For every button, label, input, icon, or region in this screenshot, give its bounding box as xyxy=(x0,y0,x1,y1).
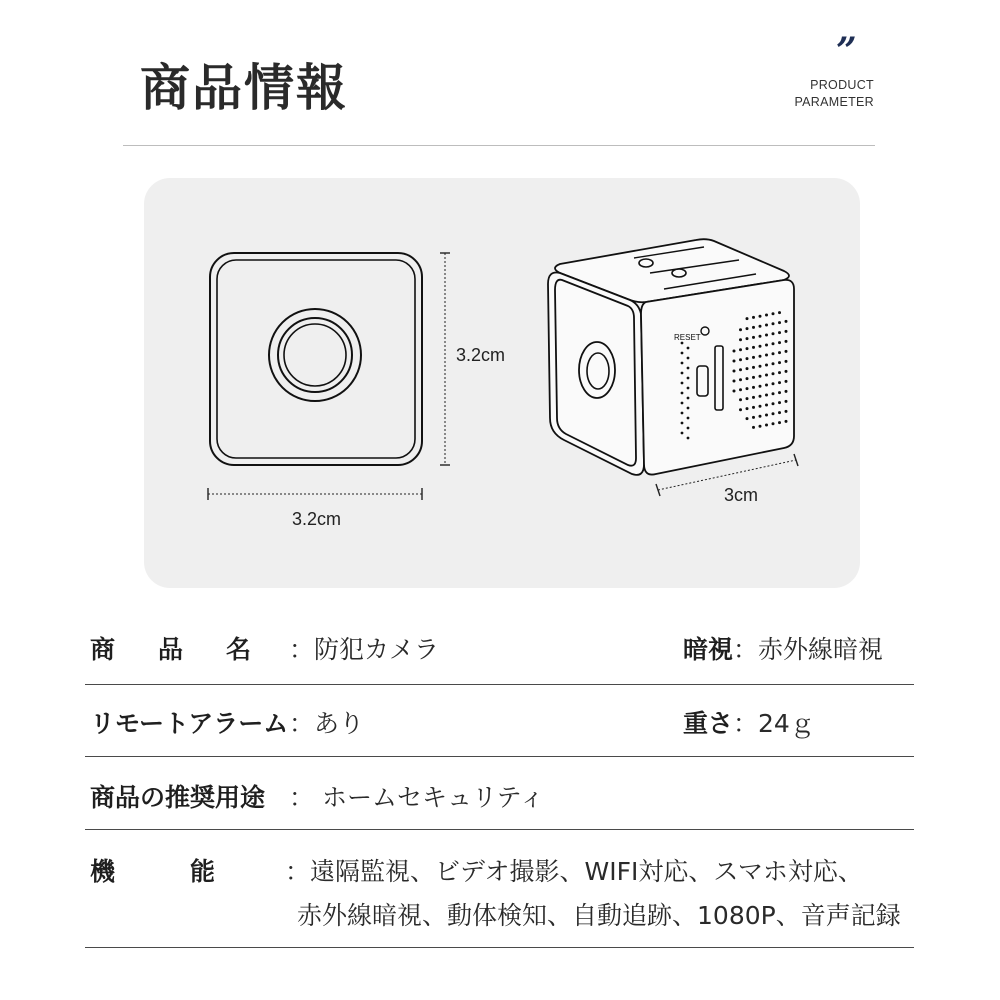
speaker-dot xyxy=(739,388,742,391)
camera-front-view xyxy=(210,253,422,465)
speaker-dot xyxy=(746,397,749,400)
speaker-dot xyxy=(778,391,781,394)
spec-value-night-vision: ：赤外線暗視 xyxy=(733,635,884,664)
subtitle-parameter: PARAMETER xyxy=(794,95,874,109)
speaker-dot xyxy=(759,385,762,388)
speaker-dot xyxy=(778,311,781,314)
speaker-dot xyxy=(772,352,775,355)
spec-value-name: ：防犯カメラ xyxy=(289,635,440,664)
speaker-dot xyxy=(765,384,768,387)
speaker-dot xyxy=(772,392,775,395)
speaker-dot xyxy=(759,335,762,338)
speaker-dot xyxy=(759,375,762,378)
speaker-dot xyxy=(681,392,684,395)
spec-label-night-vision: 暗視 xyxy=(683,635,734,664)
speaker-dot xyxy=(681,422,684,425)
speaker-dot xyxy=(759,355,762,358)
speaker-dot xyxy=(759,345,762,348)
speaker-dot xyxy=(687,357,690,360)
speaker-dot xyxy=(772,312,775,315)
page-title: 商品情報 xyxy=(140,59,348,117)
speaker-dot xyxy=(772,362,775,365)
spec-divider xyxy=(85,756,914,757)
speaker-dot xyxy=(739,378,742,381)
speaker-dot xyxy=(746,367,749,370)
speaker-dot xyxy=(772,322,775,325)
side-depth-label: 3cm xyxy=(724,485,759,505)
speaker-dot xyxy=(681,412,684,415)
speaker-dot xyxy=(759,365,762,368)
speaker-dot xyxy=(687,367,690,370)
speaker-dot xyxy=(772,412,775,415)
speaker-dot xyxy=(733,380,736,383)
speaker-dot xyxy=(778,341,781,344)
speaker-dot xyxy=(687,377,690,380)
speaker-dot xyxy=(765,424,768,427)
speaker-dot xyxy=(681,342,684,345)
speaker-dot xyxy=(778,331,781,334)
spec-label-name: 商品名 xyxy=(90,635,295,664)
speaker-dot xyxy=(681,372,684,375)
speaker-dot xyxy=(778,381,781,384)
speaker-dot xyxy=(785,390,788,393)
speaker-dot xyxy=(752,406,755,409)
speaker-dot xyxy=(733,360,736,363)
speaker-dot xyxy=(765,394,768,397)
spec-divider xyxy=(85,829,914,830)
subtitle-product: PRODUCT xyxy=(810,78,874,92)
speaker-dot xyxy=(739,408,742,411)
header-divider xyxy=(123,145,875,146)
speaker-dot xyxy=(765,354,768,357)
speaker-dot xyxy=(752,326,755,329)
spec-value-alarm: ：あり xyxy=(289,709,365,738)
speaker-dot xyxy=(733,390,736,393)
speaker-dot xyxy=(687,417,690,420)
speaker-dot xyxy=(746,407,749,410)
speaker-dot xyxy=(765,374,768,377)
speaker-dot xyxy=(772,372,775,375)
spec-divider xyxy=(85,684,914,685)
speaker-dot xyxy=(752,396,755,399)
speaker-dot xyxy=(785,410,788,413)
spec-value-weight: ：24ｇ xyxy=(733,709,815,738)
speaker-dot xyxy=(765,344,768,347)
speaker-dot xyxy=(687,407,690,410)
speaker-dot xyxy=(752,426,755,429)
speaker-dot xyxy=(739,398,742,401)
speaker-dot xyxy=(785,320,788,323)
spec-label-alarm: リモートアラーム xyxy=(90,709,289,738)
speaker-dot xyxy=(785,360,788,363)
speaker-dot xyxy=(759,315,762,318)
speaker-dot xyxy=(746,357,749,360)
front-height-dimension xyxy=(440,253,450,465)
speaker-dot xyxy=(765,364,768,367)
speaker-dot xyxy=(739,328,742,331)
speaker-dot xyxy=(785,380,788,383)
speaker-dot xyxy=(681,432,684,435)
spec-value-usage: ： ホームセキュリティ xyxy=(289,783,545,812)
speaker-dot xyxy=(772,422,775,425)
camera-side-view xyxy=(548,239,794,475)
speaker-dot xyxy=(681,362,684,365)
speaker-dot xyxy=(778,321,781,324)
speaker-dot xyxy=(765,414,768,417)
spec-value-features-line1: ：遠隔監視、ビデオ撮影、WIFI対応、スマホ対応、 xyxy=(285,857,863,886)
speaker-dot xyxy=(778,351,781,354)
speaker-dot xyxy=(752,356,755,359)
speaker-dot xyxy=(772,382,775,385)
product-diagram-panel xyxy=(144,178,860,588)
spec-label-usage: 商品の推奨用途 xyxy=(90,783,266,812)
speaker-dot xyxy=(687,437,690,440)
speaker-dot xyxy=(752,316,755,319)
speaker-dot xyxy=(746,347,749,350)
speaker-dot xyxy=(752,346,755,349)
speaker-dot xyxy=(752,366,755,369)
speaker-dot xyxy=(765,334,768,337)
speaker-dot xyxy=(746,387,749,390)
speaker-dot xyxy=(759,425,762,428)
speaker-dot xyxy=(681,352,684,355)
speaker-dot xyxy=(759,415,762,418)
speaker-dot xyxy=(772,402,775,405)
reset-label: RESET xyxy=(674,333,701,342)
camera-dimension-diagram xyxy=(144,178,860,588)
speaker-dot xyxy=(785,340,788,343)
front-width-dimension xyxy=(208,488,422,500)
speaker-dot xyxy=(746,337,749,340)
speaker-dot xyxy=(752,386,755,389)
speaker-dot xyxy=(765,324,768,327)
speaker-dot xyxy=(785,350,788,353)
speaker-dot xyxy=(746,377,749,380)
speaker-dot xyxy=(687,387,690,390)
speaker-dot xyxy=(746,317,749,320)
speaker-dot xyxy=(765,314,768,317)
spec-value-features-line2: 赤外線暗視、動体検知、自動追跡、1080P、音声記録 xyxy=(297,901,901,930)
quote-mark-icon: ” xyxy=(836,30,855,72)
speaker-dot xyxy=(681,402,684,405)
speaker-dot xyxy=(778,411,781,414)
speaker-dot xyxy=(778,361,781,364)
speaker-dot xyxy=(785,420,788,423)
speaker-dot xyxy=(739,348,742,351)
speaker-dot xyxy=(752,376,755,379)
speaker-dot xyxy=(778,371,781,374)
speaker-dot xyxy=(739,368,742,371)
speaker-dot xyxy=(739,358,742,361)
speaker-dot xyxy=(772,342,775,345)
spec-divider xyxy=(85,947,914,948)
speaker-dot xyxy=(759,405,762,408)
speaker-dot xyxy=(785,330,788,333)
speaker-dot xyxy=(681,382,684,385)
speaker-dot xyxy=(746,327,749,330)
speaker-dot xyxy=(778,401,781,404)
speaker-dot xyxy=(733,370,736,373)
speaker-dot xyxy=(765,404,768,407)
speaker-dot xyxy=(739,338,742,341)
speaker-dot xyxy=(687,397,690,400)
speaker-dot xyxy=(759,325,762,328)
speaker-dot xyxy=(752,336,755,339)
speaker-dot xyxy=(759,395,762,398)
front-width-label: 3.2cm xyxy=(292,509,342,529)
spec-label-features: 機能 xyxy=(90,857,291,886)
speaker-dot xyxy=(785,370,788,373)
speaker-dot xyxy=(785,400,788,403)
speaker-dot xyxy=(687,347,690,350)
front-height-label: 3.2cm xyxy=(456,345,506,365)
spec-label-weight: 重さ xyxy=(683,709,734,738)
speaker-dot xyxy=(772,332,775,335)
speaker-dot xyxy=(687,427,690,430)
speaker-dot xyxy=(746,417,749,420)
speaker-dot xyxy=(752,416,755,419)
speaker-dot xyxy=(733,350,736,353)
speaker-dot xyxy=(778,421,781,424)
